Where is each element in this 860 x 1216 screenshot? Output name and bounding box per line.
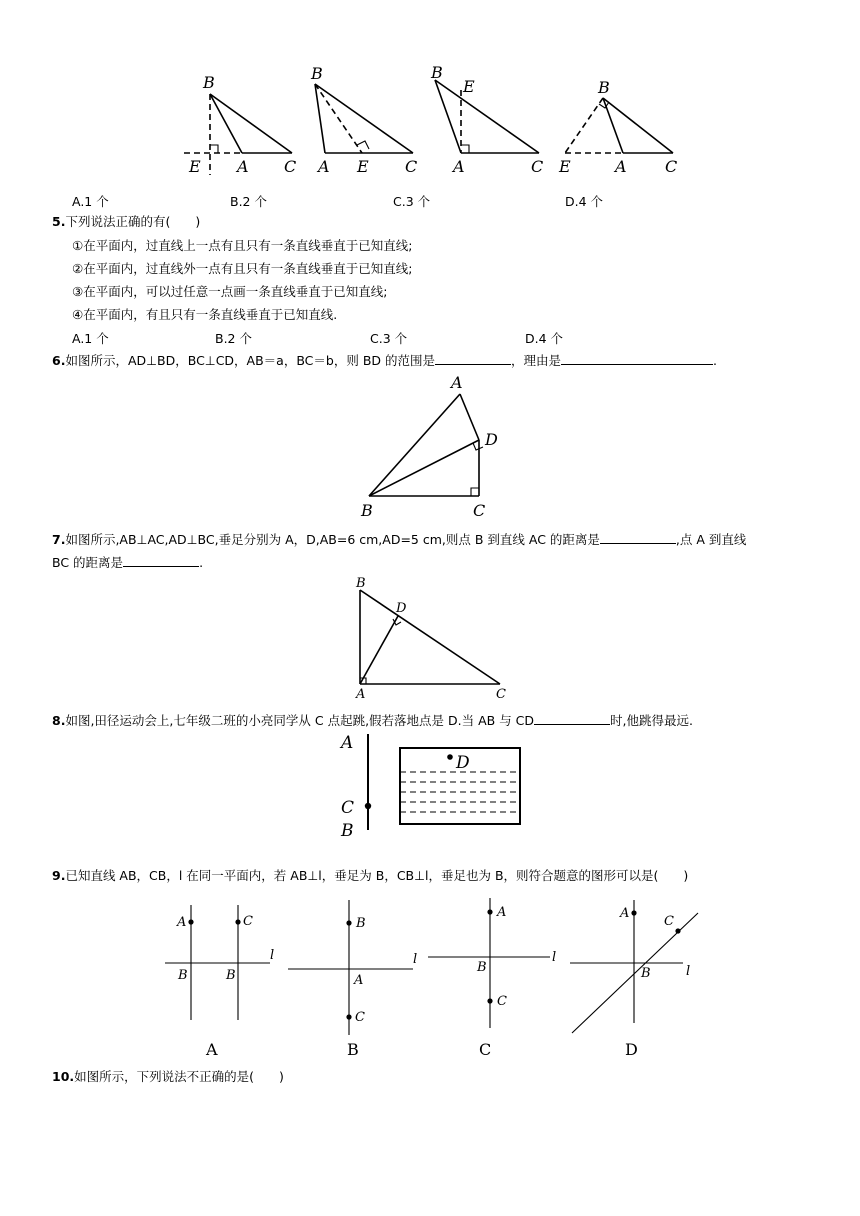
q5-option-c: C.3 个 (370, 331, 408, 346)
q9c-label-b: B (477, 960, 487, 975)
q9d-label-l: l (686, 964, 691, 979)
q9-figure-c (425, 895, 570, 1065)
q7-label-a: A (356, 687, 366, 702)
q8-figure (335, 732, 535, 842)
q7-number: 7. (52, 532, 66, 547)
q4-fig2-label-a: A (318, 157, 330, 176)
q9c-label-a: A (497, 905, 507, 920)
q5-stem-line (52, 214, 200, 230)
q5-statement-1: ①在平面内，过直线上一点有且只有一条直线垂直于已知直线; (72, 238, 413, 253)
q6-text-b: ，理由是 (511, 353, 562, 368)
q8-number: 8. (52, 713, 66, 728)
q9d-label-c: C (664, 914, 674, 929)
q4-option-c: C.3 个 (393, 194, 431, 209)
q7-label-c: C (496, 687, 506, 702)
q6-text-a: 如图所示，AD⊥BD，BC⊥CD，AB＝a，BC＝b，则 BD 的范围是 (65, 353, 435, 368)
q6-label-a: A (451, 373, 463, 392)
q5-number: 5. (52, 214, 66, 229)
q9c-label-c: C (497, 994, 507, 1009)
q9a-label-c: C (243, 914, 253, 929)
q4-fig2-label-b: B (311, 64, 323, 83)
q8-label-b: B (341, 821, 354, 841)
q5-statement-3: ③在平面内，可以过任意一点画一条直线垂直于已知直线; (72, 284, 388, 299)
q9-caption-d: D (625, 1040, 638, 1059)
q5-option-b: B.2 个 (215, 331, 252, 346)
q4-fig1-label-e: E (189, 157, 201, 176)
q7-figure (350, 574, 520, 704)
q10-number: 10. (52, 1069, 75, 1084)
q7-answer-blank-1[interactable] (600, 531, 676, 544)
q9-caption-a: A (206, 1040, 218, 1059)
q4-option-a: A.1 个 (72, 194, 109, 209)
q10-line (52, 1069, 284, 1085)
q6-line (52, 352, 717, 369)
q4-option-d: D.4 个 (565, 194, 604, 209)
q9-figure-a (160, 895, 285, 1065)
q4-fig4-label-c: C (665, 157, 678, 176)
q5-statement-4: ④在平面内，有且只有一条直线垂直于已知直线. (72, 307, 338, 322)
q7-answer-blank-2[interactable] (123, 554, 199, 567)
q9-caption-c: C (479, 1040, 492, 1059)
q9-figure-b (285, 895, 425, 1065)
q5-option-a: A.1 个 (72, 331, 109, 346)
q7-text-1b: ,点 A 到直线 (675, 532, 747, 547)
q9-number: 9. (52, 868, 66, 883)
q4-figure-1 (180, 60, 310, 180)
q4-option-b: B.2 个 (230, 194, 267, 209)
q9a-label-l: l (270, 948, 275, 963)
q7-label-d: D (396, 601, 407, 616)
q7-text-2b: . (199, 555, 204, 570)
q8-text-a: 如图,田径运动会上,七年级二班的小亮同学从 C 点起跳,假若落地点是 D.当 AB 与 CD (65, 713, 535, 728)
q9b-label-c: C (355, 1010, 365, 1025)
q4-fig1-label-c: C (284, 157, 297, 176)
q6-answer-blank-2[interactable] (561, 352, 713, 365)
q4-fig4-label-b: B (598, 78, 610, 97)
q5-statement-2: ②在平面内，过直线外一点有且只有一条直线垂直于已知直线; (72, 261, 413, 276)
q8-label-c: C (341, 798, 355, 818)
q9a-label-b2: B (226, 968, 236, 983)
q7-line-2 (52, 554, 203, 571)
q4-fig3-label-a: A (453, 157, 465, 176)
q9d-label-b: B (641, 966, 651, 981)
q9-figure-d (565, 895, 710, 1065)
q4-fig1-label-b: B (203, 73, 215, 92)
q4-fig2-label-c: C (405, 157, 418, 176)
q9b-label-l: l (413, 952, 418, 967)
q4-fig4-label-e: E (559, 157, 571, 176)
q9-line (52, 868, 688, 884)
q9-caption-b: B (347, 1040, 359, 1059)
q9b-label-b: B (356, 916, 366, 931)
q8-line (52, 712, 693, 729)
q6-number: 6. (52, 353, 66, 368)
q4-figure-2 (305, 60, 430, 180)
q4-fig2-label-e: E (357, 157, 369, 176)
q9b-label-a: A (354, 973, 364, 988)
q5-option-d: D.4 个 (525, 331, 564, 346)
q9-stem: 已知直线 AB，CB，l 在同一平面内，若 AB⊥l，垂足为 B，CB⊥l，垂足也为 B，则符合题意的图形可以是( ) (65, 868, 689, 883)
q8-text-b: 时,他跳得最远. (610, 713, 693, 728)
q9c-label-l: l (552, 950, 557, 965)
q6-label-c: C (473, 501, 486, 520)
q4-figure-3 (425, 60, 555, 180)
q7-line-1 (52, 531, 746, 548)
q7-text-2a: BC 的距离是 (52, 555, 124, 570)
q8-answer-blank[interactable] (534, 712, 610, 725)
q4-fig4-label-a: A (615, 157, 627, 176)
q5-stem: 下列说法正确的有( ) (65, 214, 201, 229)
q4-fig3-label-e: E (463, 77, 475, 96)
q6-figure (355, 372, 505, 522)
q6-text-c: . (713, 353, 717, 368)
q8-label-a: A (341, 733, 354, 753)
q6-label-b: B (361, 501, 373, 520)
q4-fig3-label-b: B (431, 63, 443, 82)
q4-figure-4 (555, 60, 690, 180)
q10-stem: 如图所示，下列说法不正确的是( ) (74, 1069, 284, 1084)
q4-fig3-label-c: C (531, 157, 544, 176)
q6-answer-blank-1[interactable] (435, 352, 511, 365)
q6-label-d: D (485, 430, 498, 449)
q7-label-b: B (356, 576, 366, 591)
q4-fig1-label-a: A (237, 157, 249, 176)
q9d-label-a: A (620, 906, 630, 921)
q7-text-1a: 如图所示,AB⊥AC,AD⊥BC,垂足分别为 A，D,AB=6 cm,AD=5 cm,则点 B 到直线 AC 的距离是 (65, 532, 600, 547)
q9a-label-b1: B (178, 968, 188, 983)
q8-label-d: D (456, 753, 470, 773)
q9a-label-a: A (177, 915, 187, 930)
